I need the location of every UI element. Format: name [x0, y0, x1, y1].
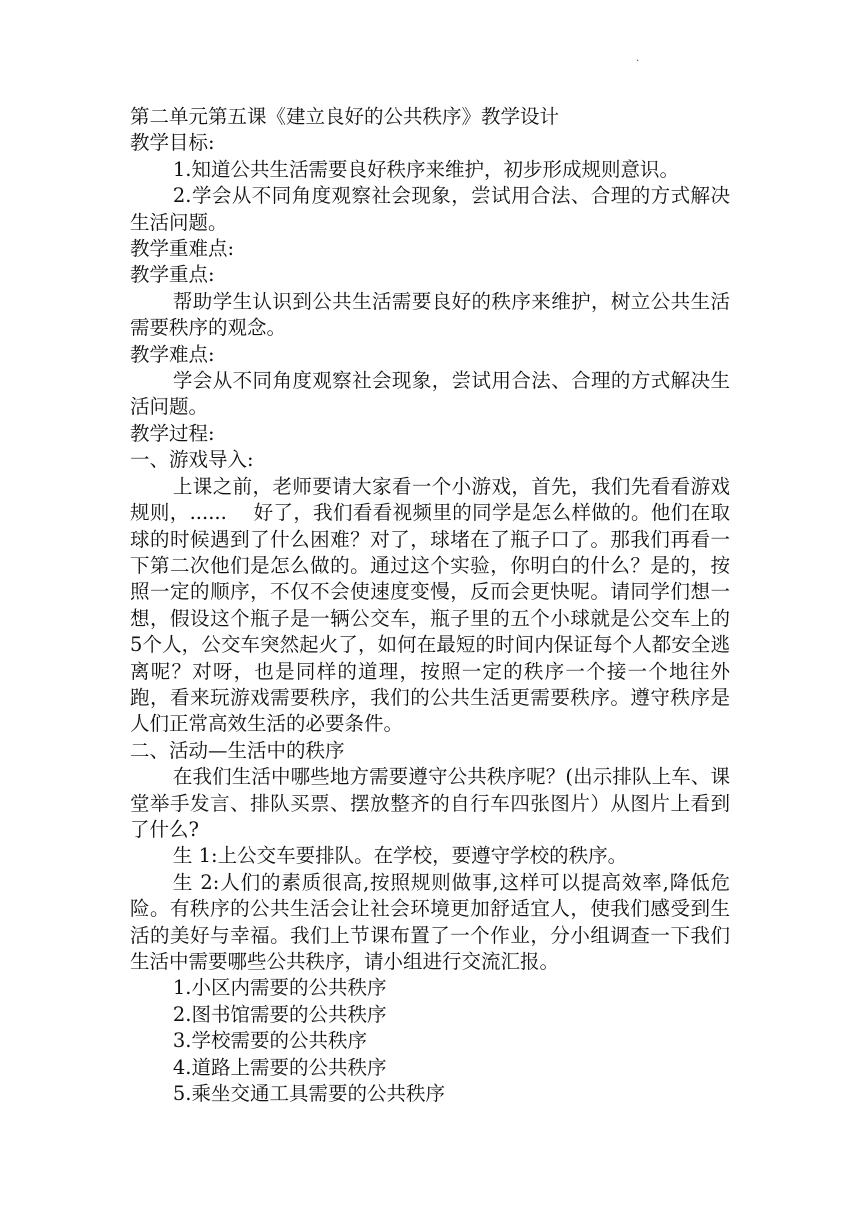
section1-heading: 一、游戏导入: [130, 448, 254, 472]
document-body [130, 104, 730, 1107]
focus-text: 帮助学生认识到公共生活需要良好的秩序来维护，树立公共生活需要秩序的观念。 [130, 289, 730, 340]
list-item: 2.图书馆需要的公共秩序 [172, 1002, 387, 1026]
section2-paragraph: 在我们生活中哪些地方需要遵守公共秩序呢？(出示排队上车、课堂举手发言、排队买票、摆放整齐的自行车四张图片）从图片上看到了什么? [130, 765, 730, 841]
objectives-heading: 教学目标: [130, 131, 215, 155]
difficulty-text: 学会从不同角度观察社会现象，尝试用合法、合理的方式解决生活问题。 [130, 369, 730, 419]
key-points-heading: 教学重难点: [130, 237, 235, 261]
page-header-mark: . [636, 53, 640, 64]
student-answer-2: 生 2:人们的素质很高,按照规则做事,这样可以提高效率,降低危险。有秩序的公共生活会让社会环境更加舒适宜人，使我们感受到生活的美好与幸福。我们上节课布置了一个作业，分小组调查一下我们生活中需要哪些公共秩序，请小组进行交流汇报。 [130, 870, 730, 973]
student-answer-1: 生 1:上公交车要排队。在学校，要遵守学校的秩序。 [172, 844, 628, 868]
document-title: 第二单元第五课《建立良好的公共秩序》教学设计 [130, 105, 560, 128]
list-item: 5.乘坐交通工具需要的公共秩序 [172, 1082, 445, 1106]
process-heading: 教学过程: [130, 421, 215, 445]
list-item: 1.小区内需要的公共秩序 [172, 976, 387, 1000]
list-item: 4.道路上需要的公共秩序 [172, 1055, 387, 1079]
focus-heading: 教学重点: [130, 263, 215, 287]
list-item: 3.学校需要的公共秩序 [172, 1029, 367, 1053]
section2-heading: 二、活动—生活中的秩序 [130, 738, 345, 762]
difficulty-heading: 教学难点: [130, 342, 215, 366]
section1-paragraph: 上课之前，老师要请大家看一个小游戏，首先，我们先看看游戏规则，...... 好了，我们看看视频里的同学是怎么样做的。他们在取球的时候遇到了什么困难？对了，球堵在了瓶子口了。那我们再看一下第二次他们是怎么做的。通过这个实验，你明白的什么？是的，按照一定的顺序，不仅不会使速度变慢，反而会更快呢。请同学们想一想，假设这个瓶子是一辆公交车，瓶子里的五个小球就是公交车上的 5个人，公交车突然起火了，如何在最短的时间内保证每个人都安全逃离呢？对呀，也是同样的道理，按照一定的秩序一个接一个地往外跑，看来玩游戏需要秩序，我们的公共生活更需要秩序。遵守秩序是人们正常高效生活的必要条件。 [130, 474, 730, 736]
objective-item: 1.知道公共生活需要良好秩序来维护，初步形成规则意识。 [172, 157, 679, 181]
objective-item: 2.学会从不同角度观察社会现象，尝试用合法、合理的方式解决生活问题。 [130, 184, 730, 234]
